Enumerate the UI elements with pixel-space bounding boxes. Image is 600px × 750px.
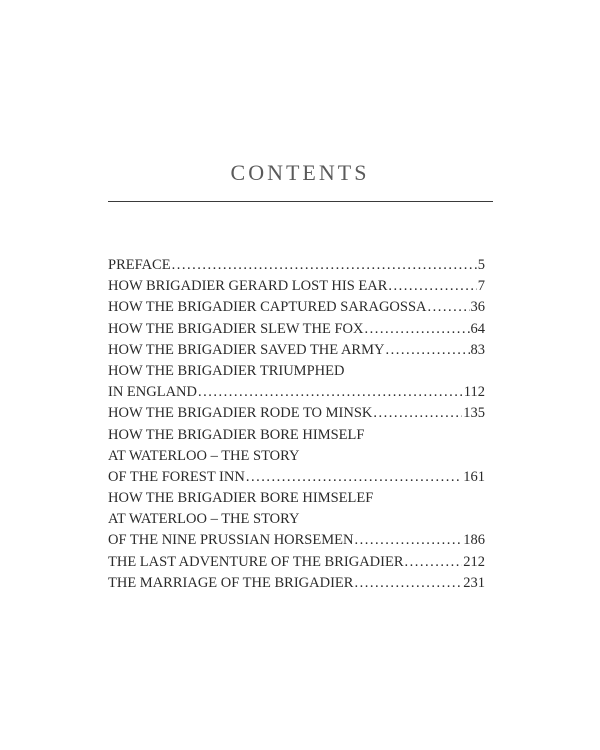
toc-entry-rode-to-minsk[interactable]: [108, 403, 485, 424]
toc-entry-title: HOW THE BRIGADIER CAPTURED SARAGOSSA: [108, 299, 427, 316]
toc-entry-lost-his-ear[interactable]: [108, 276, 485, 297]
toc-entry-prussian-horsemen-line-2[interactable]: [108, 509, 485, 530]
dot-leader: [246, 467, 462, 488]
dot-leader: [172, 255, 477, 276]
dot-leader: [365, 319, 470, 340]
toc-entry-title: HOW THE BRIGADIER RODE TO MINSK: [108, 405, 373, 422]
toc-entry-preface[interactable]: [108, 255, 485, 276]
toc-entry-last-adventure[interactable]: [108, 552, 485, 573]
dot-leader: [388, 276, 476, 297]
toc-page-number: 231: [463, 574, 485, 591]
toc-page-number: 112: [463, 384, 485, 401]
toc-entry-title: OF THE NINE PRUSSIAN HORSEMEN: [108, 532, 354, 549]
dot-leader: [428, 297, 470, 318]
table-of-contents: [108, 255, 485, 594]
page-title: CONTENTS: [230, 160, 370, 185]
toc-entry-title: HOW THE BRIGADIER SLEW THE FOX: [108, 320, 364, 337]
toc-entry-marriage[interactable]: [108, 573, 485, 594]
dot-leader: [198, 382, 463, 403]
dot-leader: [354, 573, 462, 594]
toc-page-number: 7: [477, 278, 485, 295]
toc-entry-triumphed-line-1[interactable]: [108, 361, 485, 382]
dot-leader: [405, 552, 463, 573]
toc-page-number: 36: [470, 299, 485, 316]
toc-page-number: 64: [470, 320, 485, 337]
toc-entry-prussian-horsemen-line-1[interactable]: [108, 488, 485, 509]
toc-entry-prussian-horsemen-line-3[interactable]: [108, 530, 485, 551]
toc-page-number: 212: [463, 553, 485, 570]
toc-entry-saved-the-army[interactable]: [108, 340, 485, 361]
toc-entry-forest-inn-line-1[interactable]: [108, 425, 485, 446]
toc-page-number: 5: [477, 257, 485, 273]
dot-leader: [385, 340, 469, 361]
toc-entry-title: HOW THE BRIGADIER BORE HIMSELF: [108, 426, 365, 443]
toc-entry-forest-inn-line-3[interactable]: [108, 467, 485, 488]
toc-entry-title: HOW THE BRIGADIER BORE HIMSELEF: [108, 490, 374, 507]
dot-leader: [354, 530, 462, 551]
toc-page-number: 135: [463, 405, 485, 422]
toc-entry-forest-inn-line-2[interactable]: [108, 446, 485, 467]
toc-entry-title: AT WATERLOO – THE STORY: [108, 447, 300, 464]
toc-entry-title: OF THE FOREST INN: [108, 468, 245, 485]
toc-entry-title: THE MARRIAGE OF THE BRIGADIER: [108, 574, 354, 591]
toc-entry-title: AT WATERLOO – THE STORY: [108, 511, 300, 528]
toc-entry-slew-the-fox[interactable]: [108, 319, 485, 340]
toc-entry-title: HOW BRIGADIER GERARD LOST HIS EAR: [108, 278, 388, 295]
toc-entry-title: IN ENGLAND: [108, 384, 197, 401]
toc-entry-title: HOW THE BRIGADIER SAVED THE ARMY: [108, 341, 385, 358]
toc-entry-title: THE LAST ADVENTURE OF THE BRIGADIER: [108, 553, 404, 570]
toc-entry-triumphed-line-2[interactable]: [108, 382, 485, 403]
toc-entry-title: PREFACE: [108, 257, 171, 273]
toc-page-number: 83: [470, 341, 485, 358]
toc-entry-title: HOW THE BRIGADIER TRIUMPHED: [108, 362, 345, 379]
toc-page-number: 161: [463, 468, 485, 485]
toc-entry-saragossa[interactable]: [108, 297, 485, 318]
title-divider: [108, 201, 493, 202]
dot-leader: [373, 403, 462, 424]
toc-page-number: 186: [463, 532, 485, 549]
